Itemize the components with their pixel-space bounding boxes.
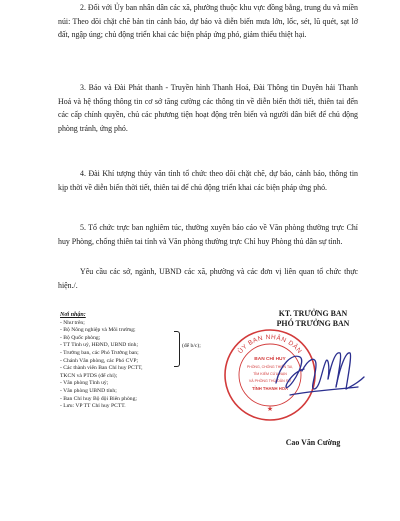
recipients-brace (174, 331, 180, 367)
recipient-item: - Văn phòng UBND tỉnh; (60, 387, 117, 394)
recipient-item: - Bộ Quốc phòng; (60, 334, 101, 341)
paragraph-4: 4. Đài Khí tượng thủy văn tỉnh tổ chức theo dõi chặt chẽ, dự báo, cảnh báo, thông tin kịp thời về diễn biến thời tiết, thiên tai để chủ động triển khai các biện pháp ứng phó. (58, 169, 358, 192)
signature-title-1: KT. TRƯỞNG BAN (278, 309, 348, 318)
paragraph-3: 3. Báo và Đài Phát thanh - Truyền hình Thanh Hoá, Đài Thông tin Duyên hải Thanh Hoá và hệ thống thông tin cơ sở tăng cường các thông tin về diễn biến thời tiết, thiên tai đến các cấp chính quyền, chủ các phương tiện hoạt động trên biển và người dân biết để chủ động phòng tránh, ứng phó. (58, 83, 358, 134)
paragraph-2: 2. Đối với Ủy ban nhân dân các xã, phường thuộc khu vực đồng bằng, trung du và miền núi: Theo dõi chặt chẽ bản tin cảnh báo, dự báo và diễn biến mưa lớn, lốc, sét, lũ quét, sạt lở đất, ngập úng; chủ động triển khai các biện pháp ứng phó, giảm thiểu thiệt hại. (58, 3, 358, 40)
recipient-item: - Chánh Văn phòng, các Phó CVP; (60, 357, 139, 364)
stamp-center-line: TÌM KIẾM CỨU NẠN (253, 372, 287, 376)
paragraph-5: 5. Tổ chức trực ban nghiêm túc, thường xuyên báo cáo về Văn phòng thường trực Chỉ huy Phòng, chống thiên tai tỉnh và Văn phòng thường trực Chỉ huy Phòng thủ dân sự tỉnh. (58, 223, 358, 246)
recipients-list (60, 312, 220, 411)
recipient-item: - Lưu: VP TT Chỉ huy PCTT. (60, 403, 126, 410)
signer-name: Cao Văn Cường (285, 438, 341, 447)
signature-title-2: PHÓ TRƯỞNG BAN (276, 319, 350, 328)
recipient-item: - Ban Chỉ huy Bộ đội Biên phòng; (60, 395, 137, 402)
stamp-outer-text: ỦY BAN NHÂN DÂN (236, 333, 304, 356)
recipient-item: - Bộ Nông nghiệp và Môi trường; (60, 327, 136, 334)
stamp-center-line: PHÒNG, CHỐNG THIÊN TAI, (246, 365, 294, 369)
recipients-heading: Nơi nhận: (60, 312, 86, 318)
handwritten-signature (270, 343, 370, 405)
recipient-item: - Như trên; (60, 319, 85, 326)
closing-request: Yêu cầu các sở, ngành, UBND các xã, phường và các đơn vị liên quan tổ chức thực hiện./. (58, 267, 358, 290)
brace-note: (để b/c); (182, 343, 201, 349)
recipient-item: - Các thành viên Ban Chỉ huy PCTT, (60, 365, 143, 372)
recipient-item: - Văn phòng Tỉnh uỷ; (60, 380, 109, 387)
stamp-center-line: BAN CHỈ HUY (254, 357, 286, 362)
recipient-item: - TT Tỉnh uỷ, HĐND, UBND tỉnh; (60, 342, 139, 349)
recipient-item: - Trưởng ban, các Phó Trưởng ban; (60, 349, 139, 356)
stamp-center-line: VÀ PHÒNG THỦ DÂN SỰ (248, 379, 292, 383)
recipient-item: TKCN và PTDS (để chỉ); (60, 372, 118, 379)
star-icon: ★ (266, 406, 274, 413)
stamp-center-line: TỈNH THANH HOÁ (251, 386, 289, 391)
